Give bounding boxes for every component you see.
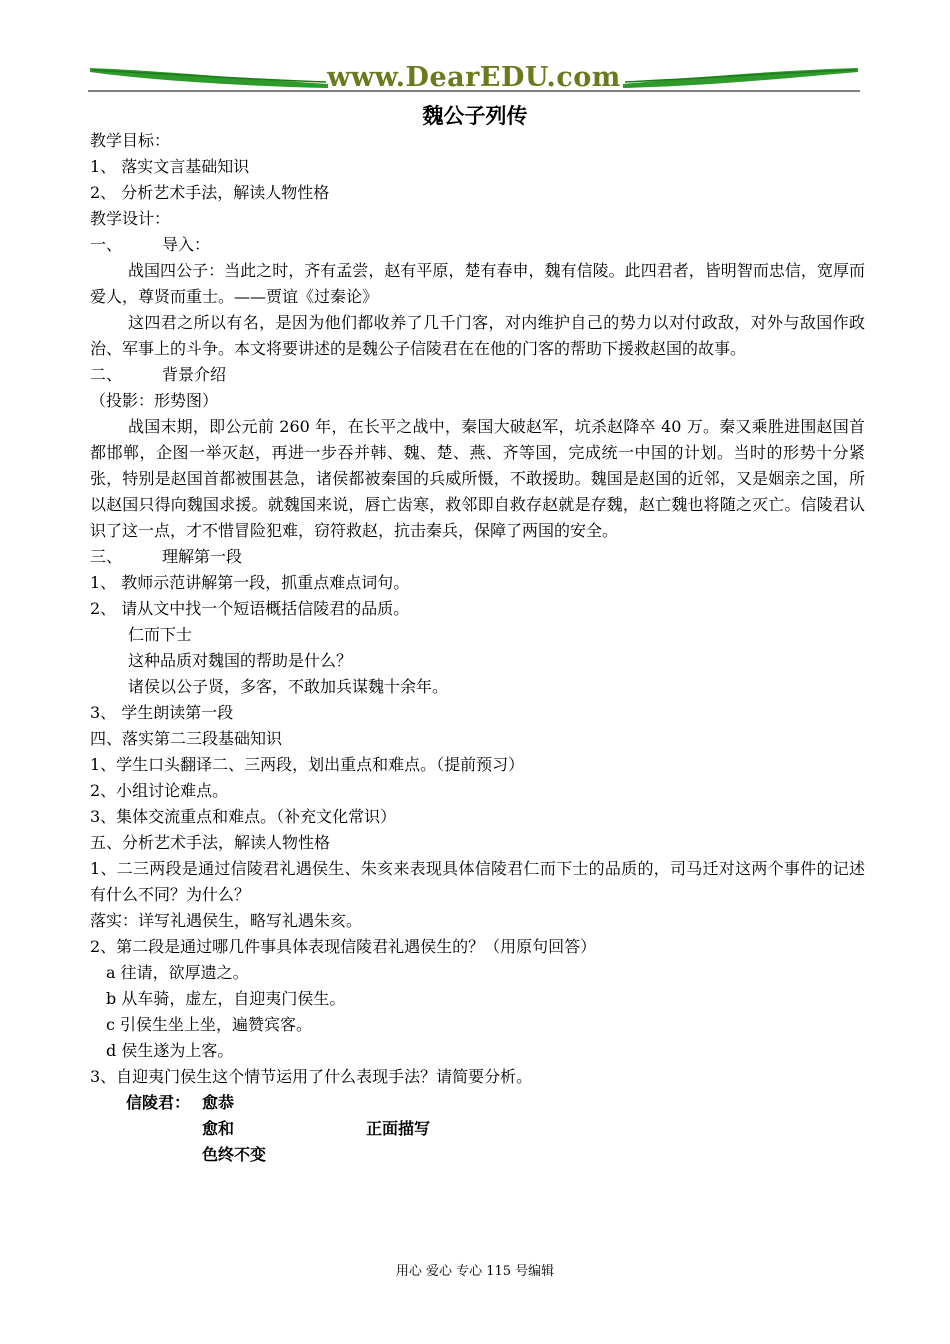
document-body: [90, 128, 865, 1168]
section-4-item-2: 2、小组讨论难点。: [90, 781, 229, 800]
event-b: b 从车骑，虚左，自迎夷门侯生。: [106, 989, 346, 1008]
event-a: a 往请，欲厚遗之。: [106, 963, 249, 982]
intro-paragraph-1: 战国四公子：当此之时，齐有孟尝，赵有平原，楚有春申，魏有信陵。此四君者，皆明智而忠信，宽厚而爱人，尊贤而重士。——贾谊《过秦论》: [90, 261, 865, 306]
answer-quality: 仁而下士: [128, 625, 193, 644]
analysis-method: 正面描写: [366, 1119, 431, 1138]
section-5-item-3: 3、自迎夷门侯生这个情节运用了什么表现手法？请简要分析。: [90, 1067, 533, 1086]
section-3-item-3: 3、 学生朗读第一段: [90, 703, 234, 722]
section-1-number: 一、: [90, 235, 123, 254]
site-logo-text: www.DearEDU.com: [327, 62, 621, 93]
document-title: 魏公子列传: [422, 104, 528, 128]
section-5-heading: 五、分析艺术手法，解读人物性格: [90, 833, 331, 852]
analysis-label: 信陵君：: [126, 1093, 191, 1112]
answer-help: 诸侯以公子贤，多客，不敢加兵谋魏十余年。: [128, 677, 449, 696]
event-c: c 引侯生坐上坐，遍赞宾客。: [106, 1015, 313, 1034]
objective-1: 1、 落实文言基础知识: [90, 157, 250, 176]
section-5-answer-1: 落实：详写礼遇侯生，略写礼遇朱亥。: [90, 911, 363, 930]
analysis-term-3: 色终不变: [202, 1145, 267, 1164]
objectives-heading: 教学目标：: [90, 131, 171, 150]
page-footer: 用心 爱心 专心 115 号编辑: [395, 1264, 555, 1279]
background-paragraph: 战国末期，即公元前 260 年，在长平之战中，秦国大破赵军，坑杀赵降卒 40 万。秦又乘胜进围赵国首都邯郸，企图一举灭赵，再进一步吞并韩、魏、楚、燕、齐等国，完成统一中国的计划。当时的形势十分紧张，特别是赵国首都被围甚急，诸侯都被秦国的兵威所慑，不敢援助。魏国是赵国的近邻，又是姻亲之国，所以赵国只得向魏国求援。就魏国来说，唇亡齿寒，救邻即自救存赵就是存魏，赵亡魏也将随之灭亡。信陵君认识了这一点，才不惜冒险犯难，窃符救赵，抗击秦兵，保障了两国的安全。: [90, 417, 865, 540]
analysis-row-1: [90, 1090, 865, 1116]
section-4-item-1: 1、学生口头翻译二、三两段，划出重点和难点。（提前预习）: [90, 755, 525, 774]
event-d: d 侯生遂为上客。: [106, 1041, 234, 1060]
analysis-term-2: 愈和: [202, 1119, 235, 1138]
design-heading: 教学设计：: [90, 209, 171, 228]
section-3-title: 理解第一段: [162, 547, 243, 566]
intro-paragraph-2: 这四君之所以有名，是因为他们都收养了几千门客，对内维护自己的势力以对付政敌，对外与敌国作政治、军事上的斗争。本文将要讲述的是魏公子信陵君在在他的门客的帮助下援救赵国的故事。: [90, 313, 865, 358]
section-2-number: 二、: [90, 365, 123, 384]
section-1-title: 导入：: [162, 235, 211, 254]
section-1-heading: [90, 232, 865, 258]
analysis-term-1: 愈恭: [202, 1093, 235, 1112]
site-header-banner: [88, 58, 860, 98]
section-4-heading: 四、落实第二三段基础知识: [90, 729, 283, 748]
section-2-title: 背景介绍: [162, 365, 227, 384]
section-5-item-1: 1、二三两段是通过信陵君礼遇侯生、朱亥来表现具体信陵君仁而下士的品质的，司马迁对这两个事件的记述有什么不同？为什么？: [90, 859, 865, 904]
section-3-heading: [90, 544, 865, 570]
section-3-item-1: 1、 教师示范讲解第一段，抓重点难点词句。: [90, 573, 410, 592]
question-help: 这种品质对魏国的帮助是什么？: [128, 651, 353, 670]
projection-note: （投影：形势图）: [90, 391, 219, 410]
section-2-heading: [90, 362, 865, 388]
section-5-item-2: 2、第二段是通过哪几件事具体表现信陵君礼遇侯生的？（用原句回答）: [90, 937, 597, 956]
section-3-item-2: 2、 请从文中找一个短语概括信陵君的品质。: [90, 599, 410, 618]
section-4-item-3: 3、集体交流重点和难点。（补充文化常识）: [90, 807, 397, 826]
section-3-number: 三、: [90, 547, 123, 566]
analysis-row-2: [90, 1116, 865, 1142]
objective-2: 2、 分析艺术手法，解读人物性格: [90, 183, 330, 202]
